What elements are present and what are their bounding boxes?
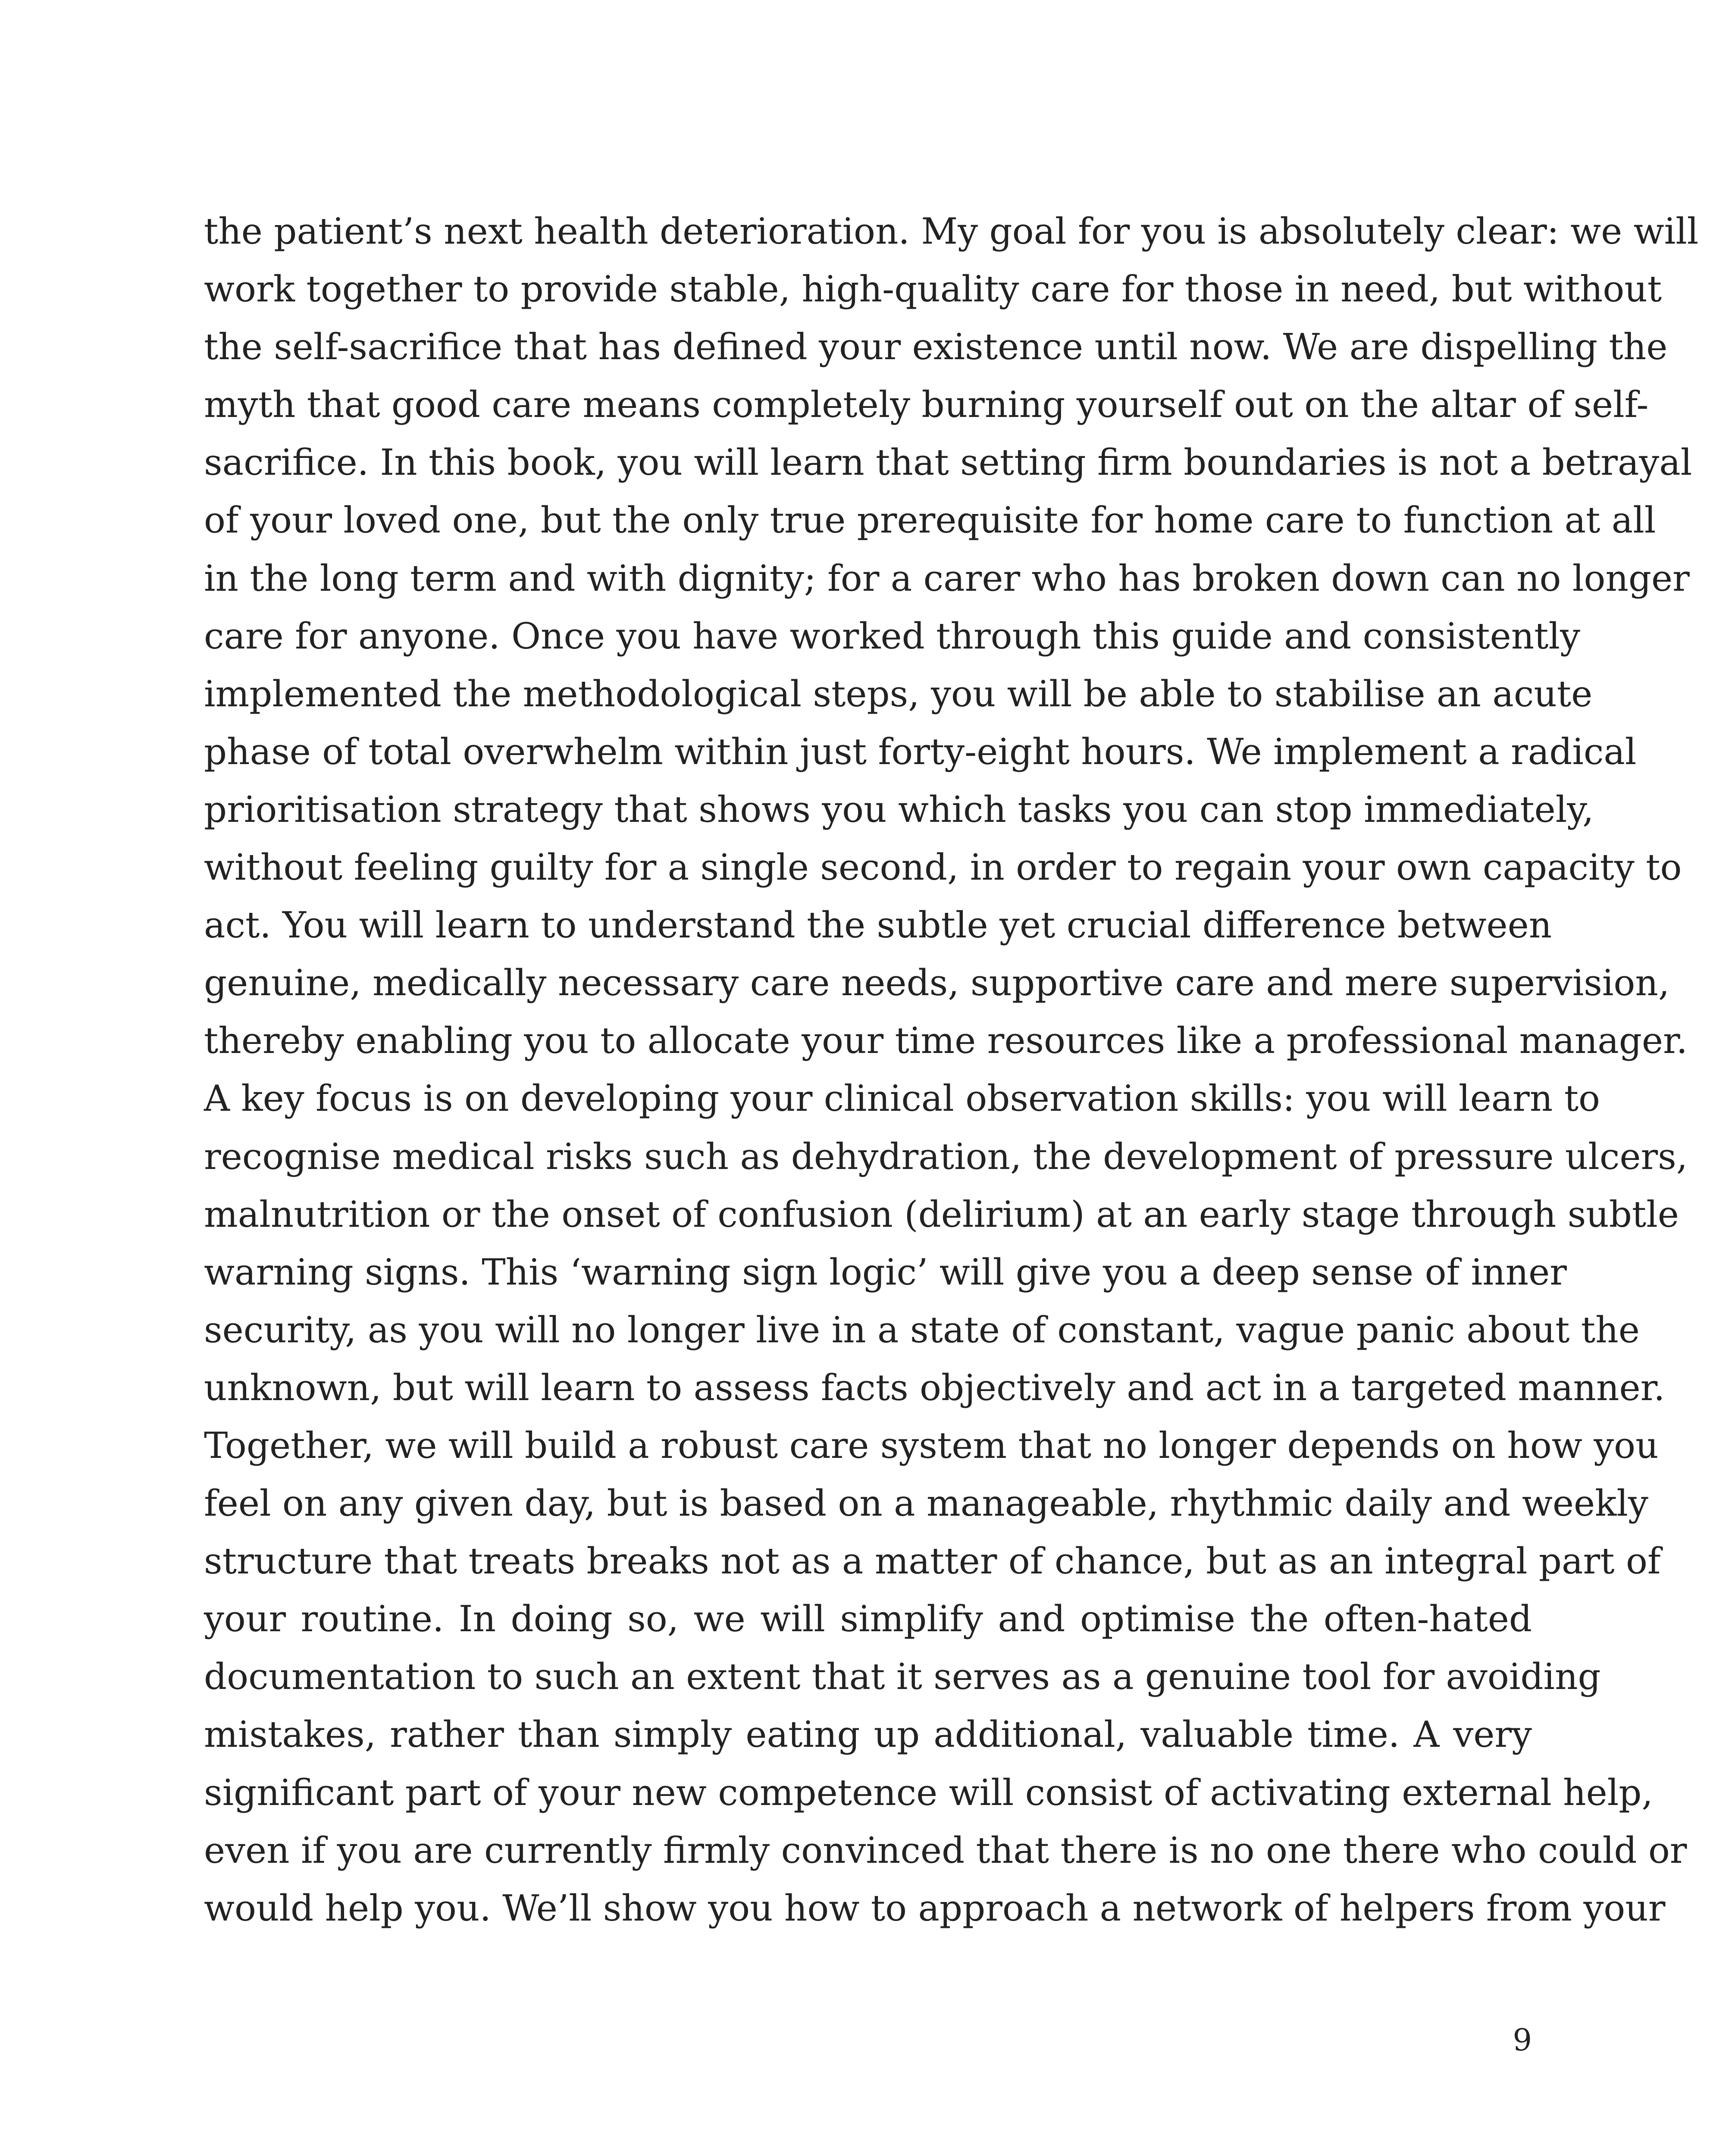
text-line: feel on any given day, but is based on a manageable, rhythmic daily and weekly: [204, 1482, 1648, 1525]
text-line: unknown, but will learn to assess facts objectively and act in a targeted manner.: [204, 1366, 1665, 1409]
text-line: without feeling guilty for a single second, in order to regain your own capacity to: [204, 846, 1682, 889]
text-line: care for anyone. Once you have worked through this guide and consistently: [204, 615, 1580, 657]
text-line: act. You will learn to understand the subtle yet crucial difference between: [204, 904, 1552, 946]
text-line: recognise medical risks such as dehydration, the development of pressure ulcers,: [204, 1135, 1688, 1178]
text-line: structure that treats breaks not as a matter of chance, but as an integral part of: [204, 1540, 1661, 1583]
text-line: even if you are currently firmly convinced that there is no one there who could or: [204, 1829, 1687, 1871]
text-line: the patient’s next health deterioration. My goal for you is absolutely clear: we will: [204, 210, 1699, 252]
text-line: Together, we will build a robust care system that no longer depends on how you: [204, 1424, 1659, 1467]
text-line: in the long term and with dignity; for a carer who has broken down can no longer: [204, 557, 1690, 599]
text-line: implemented the methodological steps, you will be able to stabilise an acute: [204, 673, 1593, 715]
text-line: warning signs. This ‘warning sign logic’ will give you a deep sense of inner: [204, 1251, 1567, 1293]
text-line: your routine. In doing so, we will simplify and optimise the often-hated: [204, 1598, 1532, 1640]
text-line: mistakes, rather than simply eating up additional, valuable time. A very: [204, 1714, 1532, 1756]
text-line: genuine, medically necessary care needs, supportive care and mere supervision,: [204, 962, 1670, 1004]
text-line: would help you. We’ll show you how to approach a network of helpers from your: [204, 1887, 1666, 1929]
text-line: documentation to such an extent that it serves as a genuine tool for avoiding: [204, 1656, 1601, 1698]
text-line: of your loved one, but the only true prerequisite for home care to function at all: [204, 499, 1656, 542]
text-line: significant part of your new competence will consist of activating external help,: [204, 1771, 1653, 1814]
text-line: thereby enabling you to allocate your time resources like a professional manager.: [204, 1020, 1688, 1062]
text-line: A key focus is on developing your clinical observation skills: you will learn to: [204, 1078, 1600, 1120]
text-line: work together to provide stable, high-quality care for those in need, but without: [204, 268, 1662, 310]
text-line: malnutrition or the onset of confusion (delirium) at an early stage through subtle: [204, 1193, 1679, 1235]
body-paragraph: [204, 203, 1699, 1937]
text-line: sacrifice. In this book, you will learn that setting firm boundaries is not a betrayal: [204, 442, 1692, 484]
text-line: phase of total overwhelm within just forty-eight hours. We implement a radical: [204, 730, 1637, 773]
page-number: 9: [1513, 2022, 1532, 2058]
text-line: prioritisation strategy that shows you which tasks you can stop immediately,: [204, 788, 1594, 830]
text-line: myth that good care means completely burning yourself out on the altar of self-: [204, 384, 1649, 426]
text-line: the self-sacrifice that has defined your existence until now. We are dispelling the: [204, 326, 1668, 368]
text-line: security, as you will no longer live in a state of constant, vague panic about the: [204, 1309, 1640, 1351]
